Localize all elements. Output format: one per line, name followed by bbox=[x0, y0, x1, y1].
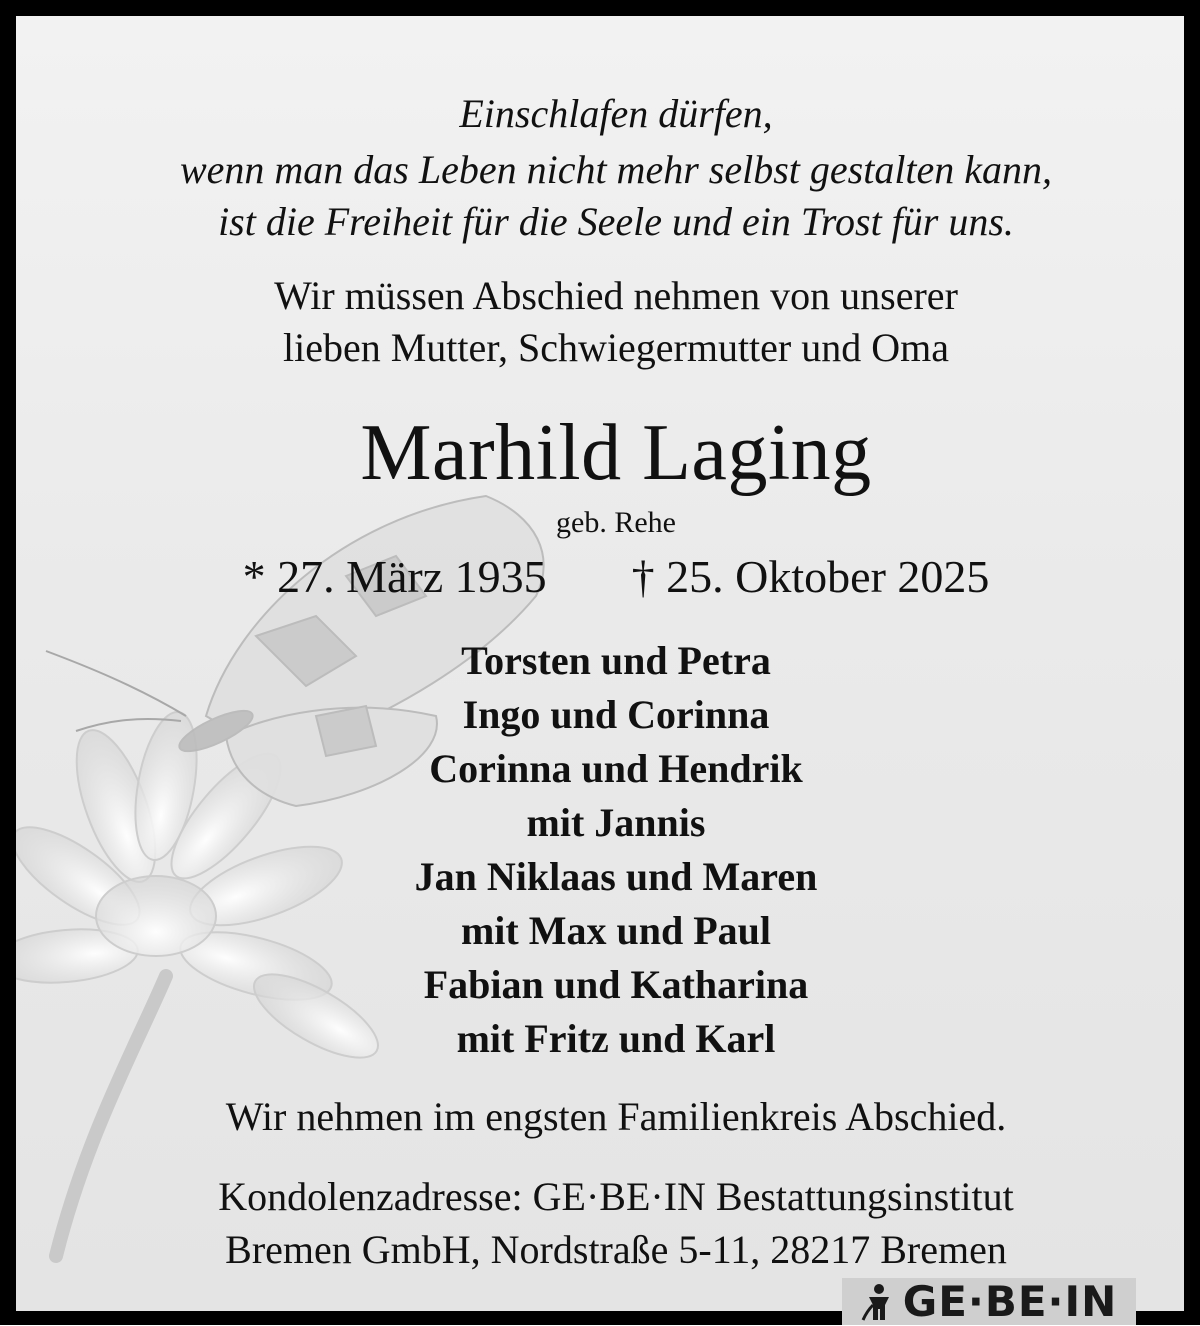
poem-line-2: wenn man das Leben nicht mehr selbst gestalten kann, bbox=[179, 147, 1053, 192]
birth-name: geb. Rehe bbox=[556, 506, 676, 539]
address-line-2: Bremen GmbH, Nordstraße 5-11, 28217 Bremen bbox=[225, 1227, 1007, 1272]
gebein-logo bbox=[842, 1278, 1136, 1325]
intro-line-2: lieben Mutter, Schwiegermutter und Oma bbox=[283, 325, 949, 370]
family-line-8: mit Fritz und Karl bbox=[456, 1016, 776, 1061]
family-line-2: Ingo und Corinna bbox=[462, 692, 770, 737]
closing-text: Wir nehmen im engsten Familienkreis Abschied. bbox=[225, 1094, 1007, 1139]
birth-date: * 27. März 1935 bbox=[242, 551, 547, 602]
poem-line-1: Einschlafen dürfen, bbox=[459, 91, 773, 136]
intro-line-1: Wir müssen Abschied nehmen von unserer bbox=[274, 273, 958, 318]
family-line-3: Corinna und Hendrik bbox=[429, 746, 803, 791]
death-date: † 25. Oktober 2025 bbox=[631, 551, 990, 602]
family-line-6: mit Max und Paul bbox=[460, 908, 772, 953]
family-line-5: Jan Niklaas und Maren bbox=[414, 854, 818, 899]
family-line-1: Torsten und Petra bbox=[461, 638, 771, 683]
life-dates bbox=[16, 550, 1200, 604]
poem-line-3: ist die Freiheit für die Seele und ein Trost für uns. bbox=[218, 199, 1014, 244]
gebein-figure-icon bbox=[861, 1283, 897, 1321]
address-line-1: Kondolenzadresse: GE·BE·IN Bestattungsinstitut bbox=[218, 1174, 1014, 1219]
family-line-7: Fabian und Katharina bbox=[423, 962, 809, 1007]
family-line-4: mit Jannis bbox=[526, 800, 706, 845]
obituary-content bbox=[16, 16, 1200, 1325]
logo-text: GE·BE·IN bbox=[902, 1277, 1118, 1326]
deceased-name: Marhild Laging bbox=[360, 409, 872, 497]
